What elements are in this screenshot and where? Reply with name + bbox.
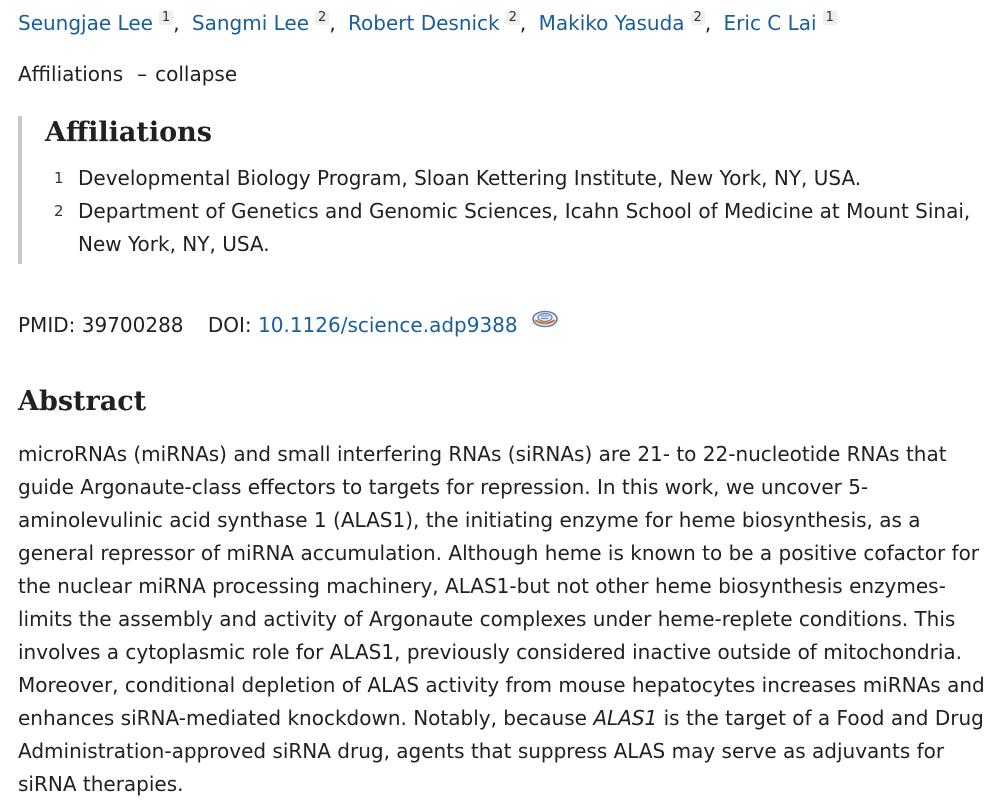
pmid-value: 39700288 bbox=[81, 313, 184, 337]
affiliation-ref[interactable]: 1 bbox=[823, 11, 837, 25]
affiliation-item bbox=[45, 162, 993, 195]
doi-label: DOI: bbox=[207, 313, 252, 337]
affiliation-ref[interactable]: 2 bbox=[506, 11, 520, 25]
affiliations-heading: Affiliations bbox=[45, 117, 212, 148]
author-link[interactable]: Robert Desnick bbox=[348, 11, 500, 35]
article-identifiers bbox=[18, 308, 560, 340]
abstract-body bbox=[18, 438, 993, 801]
author-separator: , bbox=[519, 11, 527, 35]
pmid-label: PMID: bbox=[18, 313, 76, 337]
affiliation-ref[interactable]: 2 bbox=[315, 11, 329, 25]
doi-link[interactable]: 10.1126/science.adp9388 bbox=[258, 313, 518, 337]
affiliation-number: 1 bbox=[54, 169, 64, 187]
abstract-gene-italic: ALAS1 bbox=[593, 706, 658, 730]
affiliations-panel bbox=[18, 116, 993, 264]
affiliation-text: Department of Genetics and Genomic Sciences, Icahn School of Medicine at Mount Sinai, New York, NY, USA. bbox=[78, 199, 971, 256]
abstract-heading: Abstract bbox=[18, 386, 147, 417]
affiliation-text: Developmental Biology Program, Sloan Kettering Institute, New York, NY, USA. bbox=[78, 166, 862, 190]
collapse-dash-icon: – bbox=[137, 62, 148, 86]
abstract-text-part: microRNAs (miRNAs) and small interfering RNAs (siRNAs) are 21- to 22-nucleotide RNAs that guide Argonaute-class effectors to targets for repression. In this work, we uncover 5-aminolevulinic acid synthase 1 (ALAS1), the initiating enzyme for heme biosynthesis, as a general repressor of miRNA accumulation. Although heme is known to be a positive cofactor for the nuclear miRNA processing machinery, ALAS1-but not other heme biosynthesis enzymes-limits the assembly and activity of Argonaute complexes under heme-replete conditions. This involves a cytoplasmic role for ALAS1, previously considered inactive outside of mitochondria. Moreover, conditional depletion of ALAS activity from mouse hepatocytes increases miRNAs and enhances siRNA-mediated knockdown. Notably, because bbox=[18, 442, 985, 730]
affiliation-ref[interactable]: 1 bbox=[159, 11, 173, 25]
collapse-label[interactable]: collapse bbox=[155, 62, 238, 86]
author-separator: , bbox=[704, 11, 712, 35]
author-link[interactable]: Seungjae Lee bbox=[18, 11, 153, 35]
full-text-link-icon[interactable] bbox=[530, 308, 560, 338]
author-separator: , bbox=[329, 11, 336, 35]
author-list bbox=[18, 8, 837, 38]
affiliation-item bbox=[45, 195, 993, 261]
affiliations-toggle[interactable] bbox=[18, 60, 237, 88]
author-separator: , bbox=[173, 11, 180, 35]
affiliation-number: 2 bbox=[54, 202, 64, 220]
abstract-text-part: is the target of a Food and Drug Administration-approved siRNA drug, agents that suppress ALAS may serve as adjuvants for siRNA therapies. bbox=[18, 706, 984, 796]
affiliation-ref[interactable]: 2 bbox=[691, 11, 705, 25]
affiliations-toggle-label: Affiliations bbox=[18, 62, 124, 86]
author-link[interactable]: Makiko Yasuda bbox=[538, 11, 685, 35]
affiliations-list bbox=[45, 162, 993, 261]
author-link[interactable]: Sangmi Lee bbox=[191, 11, 310, 35]
author-link[interactable]: Eric C Lai bbox=[723, 11, 817, 35]
